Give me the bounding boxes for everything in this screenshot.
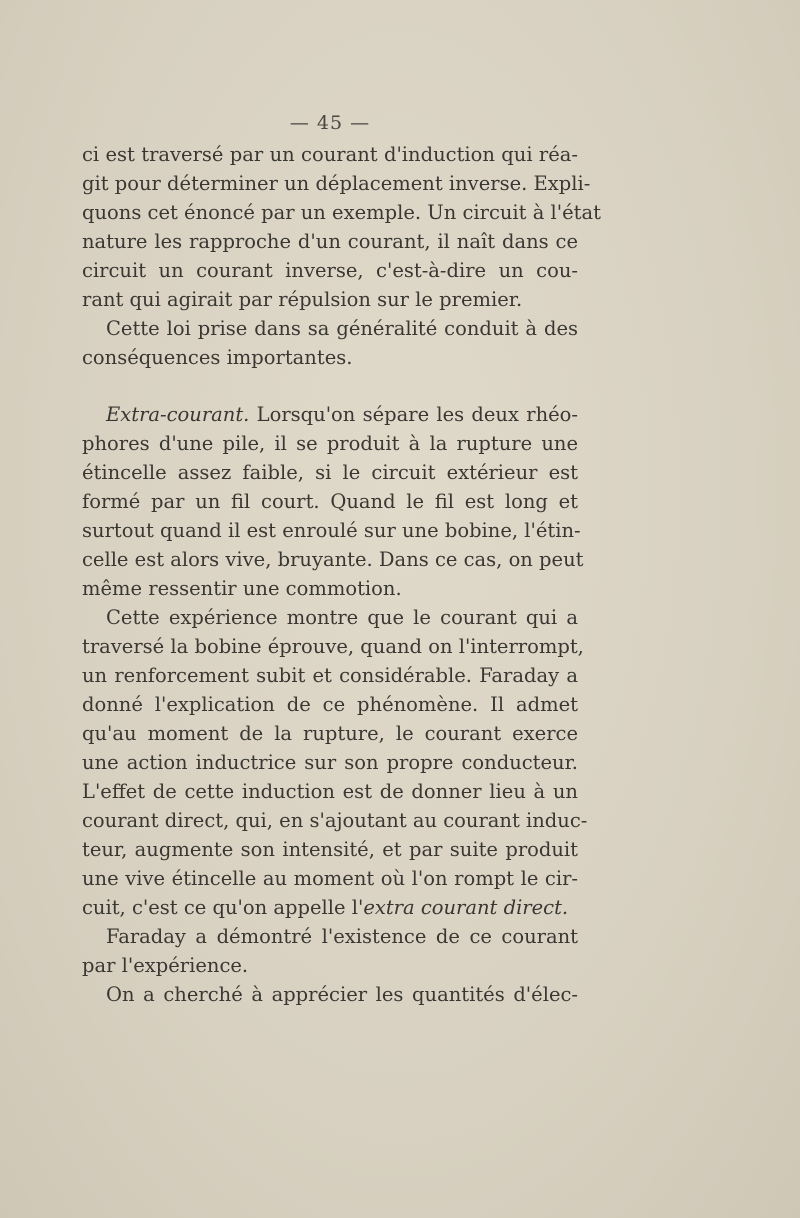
text-line: même ressentir une commotion. <box>82 577 402 600</box>
paragraph <box>82 922 578 980</box>
text-line: nature les rapproche d'un courant, il naît dans ce <box>82 230 578 253</box>
text-run: cuit, c'est ce qu'on appelle l' <box>82 896 364 919</box>
text-line: Faraday a démontré l'existence de ce courant <box>106 925 578 948</box>
text-line: quons cet énoncé par un exemple. Un circuit à l'état <box>82 201 601 224</box>
paragraph <box>82 140 601 314</box>
section-heading: Extra-courant. <box>106 403 250 426</box>
text-line: Cette loi prise dans sa généralité conduit à des <box>106 317 578 340</box>
text-line: par l'expérience. <box>82 954 249 977</box>
text-line <box>82 400 578 429</box>
text-line: un renforcement subit et considérable. Faraday a <box>82 664 578 687</box>
paragraph <box>82 980 578 1009</box>
text-line: courant direct, qui, en s'ajoutant au courant induc- <box>82 809 588 832</box>
paragraph <box>82 400 584 603</box>
text-line: circuit un courant inverse, c'est-à-dire un cou- <box>82 259 578 282</box>
text-line <box>82 893 578 922</box>
body-text <box>82 140 601 1009</box>
text-line: une vive étincelle au moment où l'on rompt le cir- <box>82 867 578 890</box>
paragraph <box>82 314 578 372</box>
text-line: conséquences importantes. <box>82 346 353 369</box>
text-line: phores d'une pile, il se produit à la rupture une <box>82 432 578 455</box>
paragraph-gap <box>82 372 578 400</box>
text-line: teur, augmente son intensité, et par suite produit <box>82 838 578 861</box>
text-line: surtout quand il est enroulé sur une bobine, l'étin- <box>82 519 581 542</box>
text-run: Lorsqu'on sépare les deux rhéo- <box>249 403 578 426</box>
text-line: qu'au moment de la rupture, le courant exerce <box>82 722 578 745</box>
text-line: traversé la bobine éprouve, quand on l'interrompt, <box>82 635 584 658</box>
text-line: celle est alors vive, bruyante. Dans ce cas, on peut <box>82 548 584 571</box>
text-line: formé par un fil court. Quand le fil est long et <box>82 490 578 513</box>
text-line: une action inductrice sur son propre conducteur. <box>82 751 578 774</box>
text-line: On a cherché à apprécier les quantités d'élec- <box>106 983 578 1006</box>
text-line: L'effet de cette induction est de donner lieu à un <box>82 780 578 803</box>
page-number: — 45 — <box>289 112 371 134</box>
text-line: donné l'explication de ce phénomène. Il admet <box>82 693 578 716</box>
text-line: rant qui agirait par répulsion sur le premier. <box>82 288 523 311</box>
text-line: ci est traversé par un courant d'induction qui réa- <box>82 143 578 166</box>
paragraph <box>82 603 588 922</box>
italic-term: extra courant direct. <box>363 896 569 919</box>
text-line: étincelle assez faible, si le circuit extérieur est <box>82 461 578 484</box>
text-line: git pour déterminer un déplacement inverse. Expli- <box>82 172 591 195</box>
text-line: Cette expérience montre que le courant qui a <box>106 606 578 629</box>
